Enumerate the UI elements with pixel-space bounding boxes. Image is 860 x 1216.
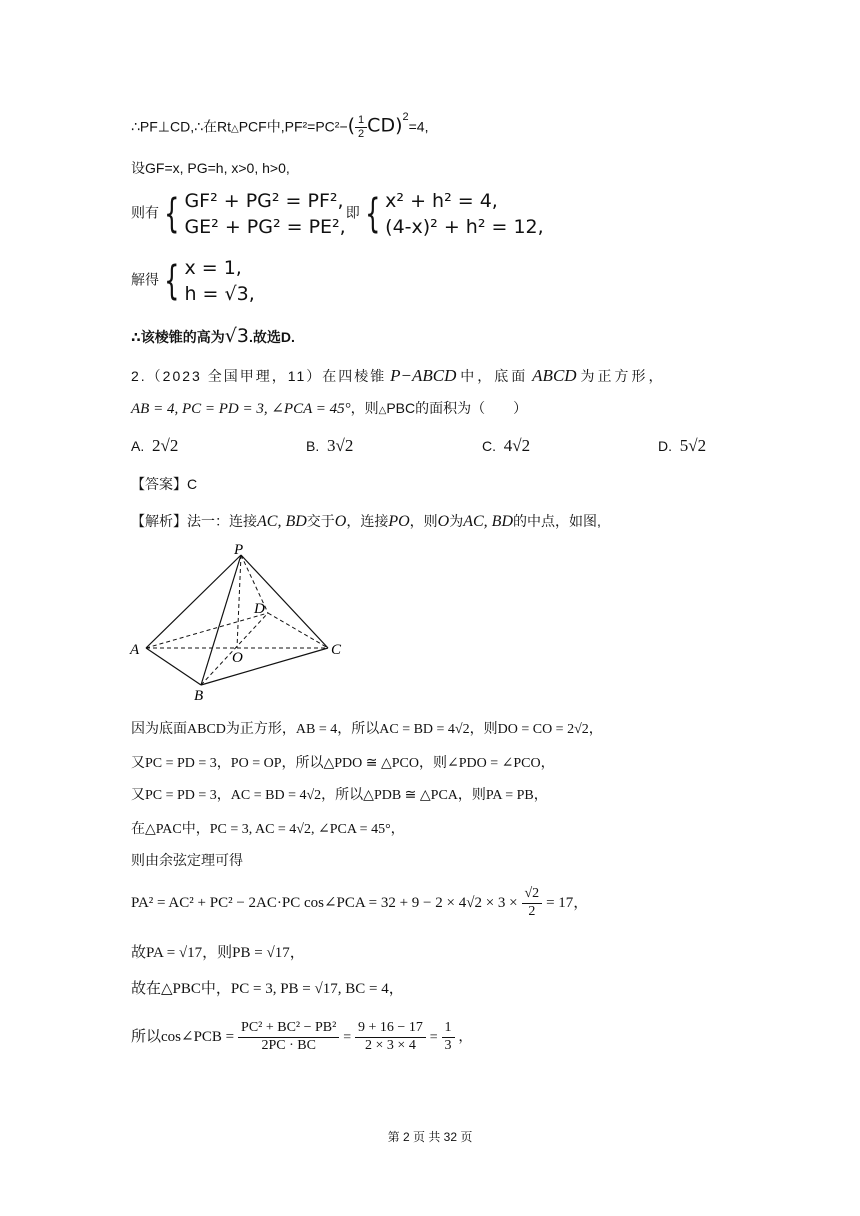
text: 的中点，如图, bbox=[513, 513, 601, 529]
triangle-symbol: △ bbox=[378, 405, 387, 416]
step-pa-squared bbox=[131, 886, 588, 921]
text: 为正方形， bbox=[580, 368, 666, 384]
step-congruent-1 bbox=[131, 754, 555, 773]
diagonal-bd bbox=[201, 613, 268, 685]
system-1 bbox=[184, 188, 345, 240]
step-square-base bbox=[131, 722, 603, 739]
text: ，则 bbox=[350, 400, 379, 416]
system-2 bbox=[385, 188, 544, 240]
text: PBC的面积为（ ） bbox=[386, 400, 528, 416]
text: 中，底面 bbox=[460, 368, 529, 384]
equation: x = 1, bbox=[184, 257, 242, 279]
line-conclusion bbox=[131, 325, 295, 348]
math: ABCD bbox=[532, 366, 577, 385]
text: = 17， bbox=[546, 895, 589, 911]
step-pa-value bbox=[131, 944, 305, 962]
choice-d bbox=[658, 436, 706, 456]
text: 因为底面ABCD为正方形，AB = 4，所以AC = BD = 4√2，则DO = CO = 2√2， bbox=[131, 722, 603, 737]
text: 为 bbox=[449, 513, 464, 529]
text: ∴该棱锥的高为 bbox=[131, 329, 225, 345]
fraction-cos-formula bbox=[238, 1020, 339, 1055]
text: 解得 bbox=[131, 271, 159, 288]
line-solution bbox=[131, 255, 255, 307]
text: ，则 bbox=[409, 513, 438, 529]
step-triangle-pac bbox=[131, 820, 405, 839]
text: .故选D. bbox=[248, 329, 295, 345]
text: 故在△PBC中，PC = 3, PB = √17, BC = 4， bbox=[131, 981, 404, 997]
math: PO bbox=[388, 513, 410, 530]
text: ， bbox=[458, 1028, 473, 1044]
edge-ab bbox=[146, 648, 201, 685]
vertex-label-p: P bbox=[234, 542, 244, 558]
step-cos-pcb bbox=[131, 1020, 472, 1055]
numerator: 1 bbox=[442, 1020, 455, 1038]
math: AC, BD bbox=[463, 513, 514, 530]
equation: h = √3, bbox=[184, 283, 255, 305]
text: =4, bbox=[408, 118, 429, 135]
choice-value: 3√2 bbox=[327, 436, 354, 455]
text: 又PC = PD = 3，PO = OP，所以△PDO ≅ △PCO，则∠PDO = ∠PCO， bbox=[131, 756, 555, 771]
math: O bbox=[437, 513, 450, 530]
fraction-half bbox=[355, 114, 367, 141]
fraction-root2-over-2 bbox=[522, 886, 543, 921]
math: P−ABCD bbox=[390, 366, 457, 385]
superscript: 2 bbox=[402, 110, 409, 123]
left-brace: { bbox=[364, 191, 381, 237]
left-brace: { bbox=[164, 258, 180, 304]
text: ，连接 bbox=[346, 513, 389, 529]
choice-value: 4√2 bbox=[503, 436, 531, 455]
numerator: 9 + 16 − 17 bbox=[355, 1020, 426, 1038]
equation: GF² + PG² = PF², bbox=[184, 190, 344, 212]
vertex-label-d: D bbox=[254, 601, 265, 617]
denominator: 2 bbox=[358, 128, 365, 141]
choice-c bbox=[482, 436, 530, 456]
text: PCF中,PF²=PC²− bbox=[238, 118, 348, 135]
step-congruent-2 bbox=[131, 786, 548, 805]
math: AC, BD bbox=[257, 513, 307, 530]
numerator: 1 bbox=[355, 114, 367, 128]
equation: (4-x)² + h² = 12, bbox=[385, 216, 544, 238]
step-cosine-rule-intro: 则由余弦定理可得 bbox=[131, 852, 243, 868]
text: 交于 bbox=[306, 513, 335, 529]
choice-a bbox=[131, 436, 178, 456]
numerator: PC² + BC² − PB² bbox=[238, 1020, 339, 1038]
paren: ) bbox=[395, 114, 403, 137]
text: PA² = AC² + PC² − 2AC·PC cos∠PCA = 32 + 9 − 2 × 4√2 × 3 × bbox=[131, 895, 518, 911]
line-set-variables: 设GF=x, PG=h, x>0, h>0, bbox=[131, 160, 290, 176]
text: 所以cos∠PCB = bbox=[131, 1029, 235, 1045]
denominator: 2 × 3 × 4 bbox=[365, 1037, 416, 1053]
edge-dc bbox=[268, 613, 328, 648]
equation: GE² + PG² = PE², bbox=[184, 216, 346, 238]
math: AB = 4, PC = PD = 3, ∠PCA = 45° bbox=[131, 401, 351, 417]
pyramid-figure bbox=[128, 540, 348, 705]
text: 故PA = √17，则PB = √17， bbox=[131, 945, 305, 961]
choice-b bbox=[306, 436, 353, 456]
vertex-label-o: O bbox=[232, 650, 243, 666]
cd-text: CD bbox=[367, 114, 396, 137]
choice-value: 2√2 bbox=[152, 436, 179, 455]
equation: x² + h² = 4, bbox=[385, 190, 498, 212]
text: 即 bbox=[345, 204, 360, 221]
text: 【解析】法一：连接 bbox=[131, 513, 257, 529]
denominator: 3 bbox=[444, 1037, 452, 1053]
fraction-cos-numeric bbox=[355, 1020, 426, 1055]
vertex-label-a: A bbox=[130, 642, 140, 658]
text: 又PC = PD = 3，AC = BD = 4√2，所以△PDB ≅ △PCA，则PA = PB， bbox=[131, 788, 548, 803]
page-footer: 第 2 页 共 32 页 bbox=[387, 1130, 473, 1144]
denominator: 2 bbox=[528, 903, 536, 919]
equals: = bbox=[429, 1030, 438, 1045]
choice-label: A. bbox=[131, 438, 145, 454]
text: 在△PAC中，PC = 3, AC = 4√2, ∠PCA = 45°， bbox=[131, 822, 405, 837]
numerator: √2 bbox=[522, 886, 543, 904]
choice-label: B. bbox=[306, 438, 320, 454]
step-triangle-pbc bbox=[131, 980, 404, 998]
choice-label: C. bbox=[482, 438, 496, 454]
choice-label: D. bbox=[658, 438, 672, 454]
text: 则有 bbox=[131, 204, 159, 221]
text: 2.（2023 全国甲理，11）在四棱锥 bbox=[131, 368, 387, 384]
solution-system bbox=[184, 255, 254, 307]
paren: ( bbox=[347, 114, 356, 137]
line-equation-system bbox=[131, 188, 544, 240]
analysis-line bbox=[131, 512, 601, 531]
question-2-line-1 bbox=[131, 366, 665, 386]
equals: = bbox=[343, 1030, 352, 1045]
question-2-line-2 bbox=[131, 400, 527, 418]
fraction-one-third bbox=[442, 1020, 455, 1055]
text: ∴PF⊥CD,∴在Rt bbox=[131, 118, 232, 135]
line-pf-perp-cd bbox=[131, 110, 429, 141]
math: O bbox=[334, 513, 347, 530]
vertex-label-c: C bbox=[331, 642, 342, 658]
left-brace: { bbox=[164, 191, 180, 237]
choice-value: 5√2 bbox=[679, 436, 707, 455]
triangle-symbol: △ bbox=[231, 123, 239, 135]
answer-line: 【答案】C bbox=[131, 476, 198, 492]
segment-po bbox=[237, 555, 241, 648]
height-value: √3 bbox=[224, 325, 249, 347]
vertex-label-b: B bbox=[194, 688, 204, 704]
edge-bc bbox=[201, 648, 328, 685]
denominator: 2PC · BC bbox=[261, 1037, 316, 1053]
